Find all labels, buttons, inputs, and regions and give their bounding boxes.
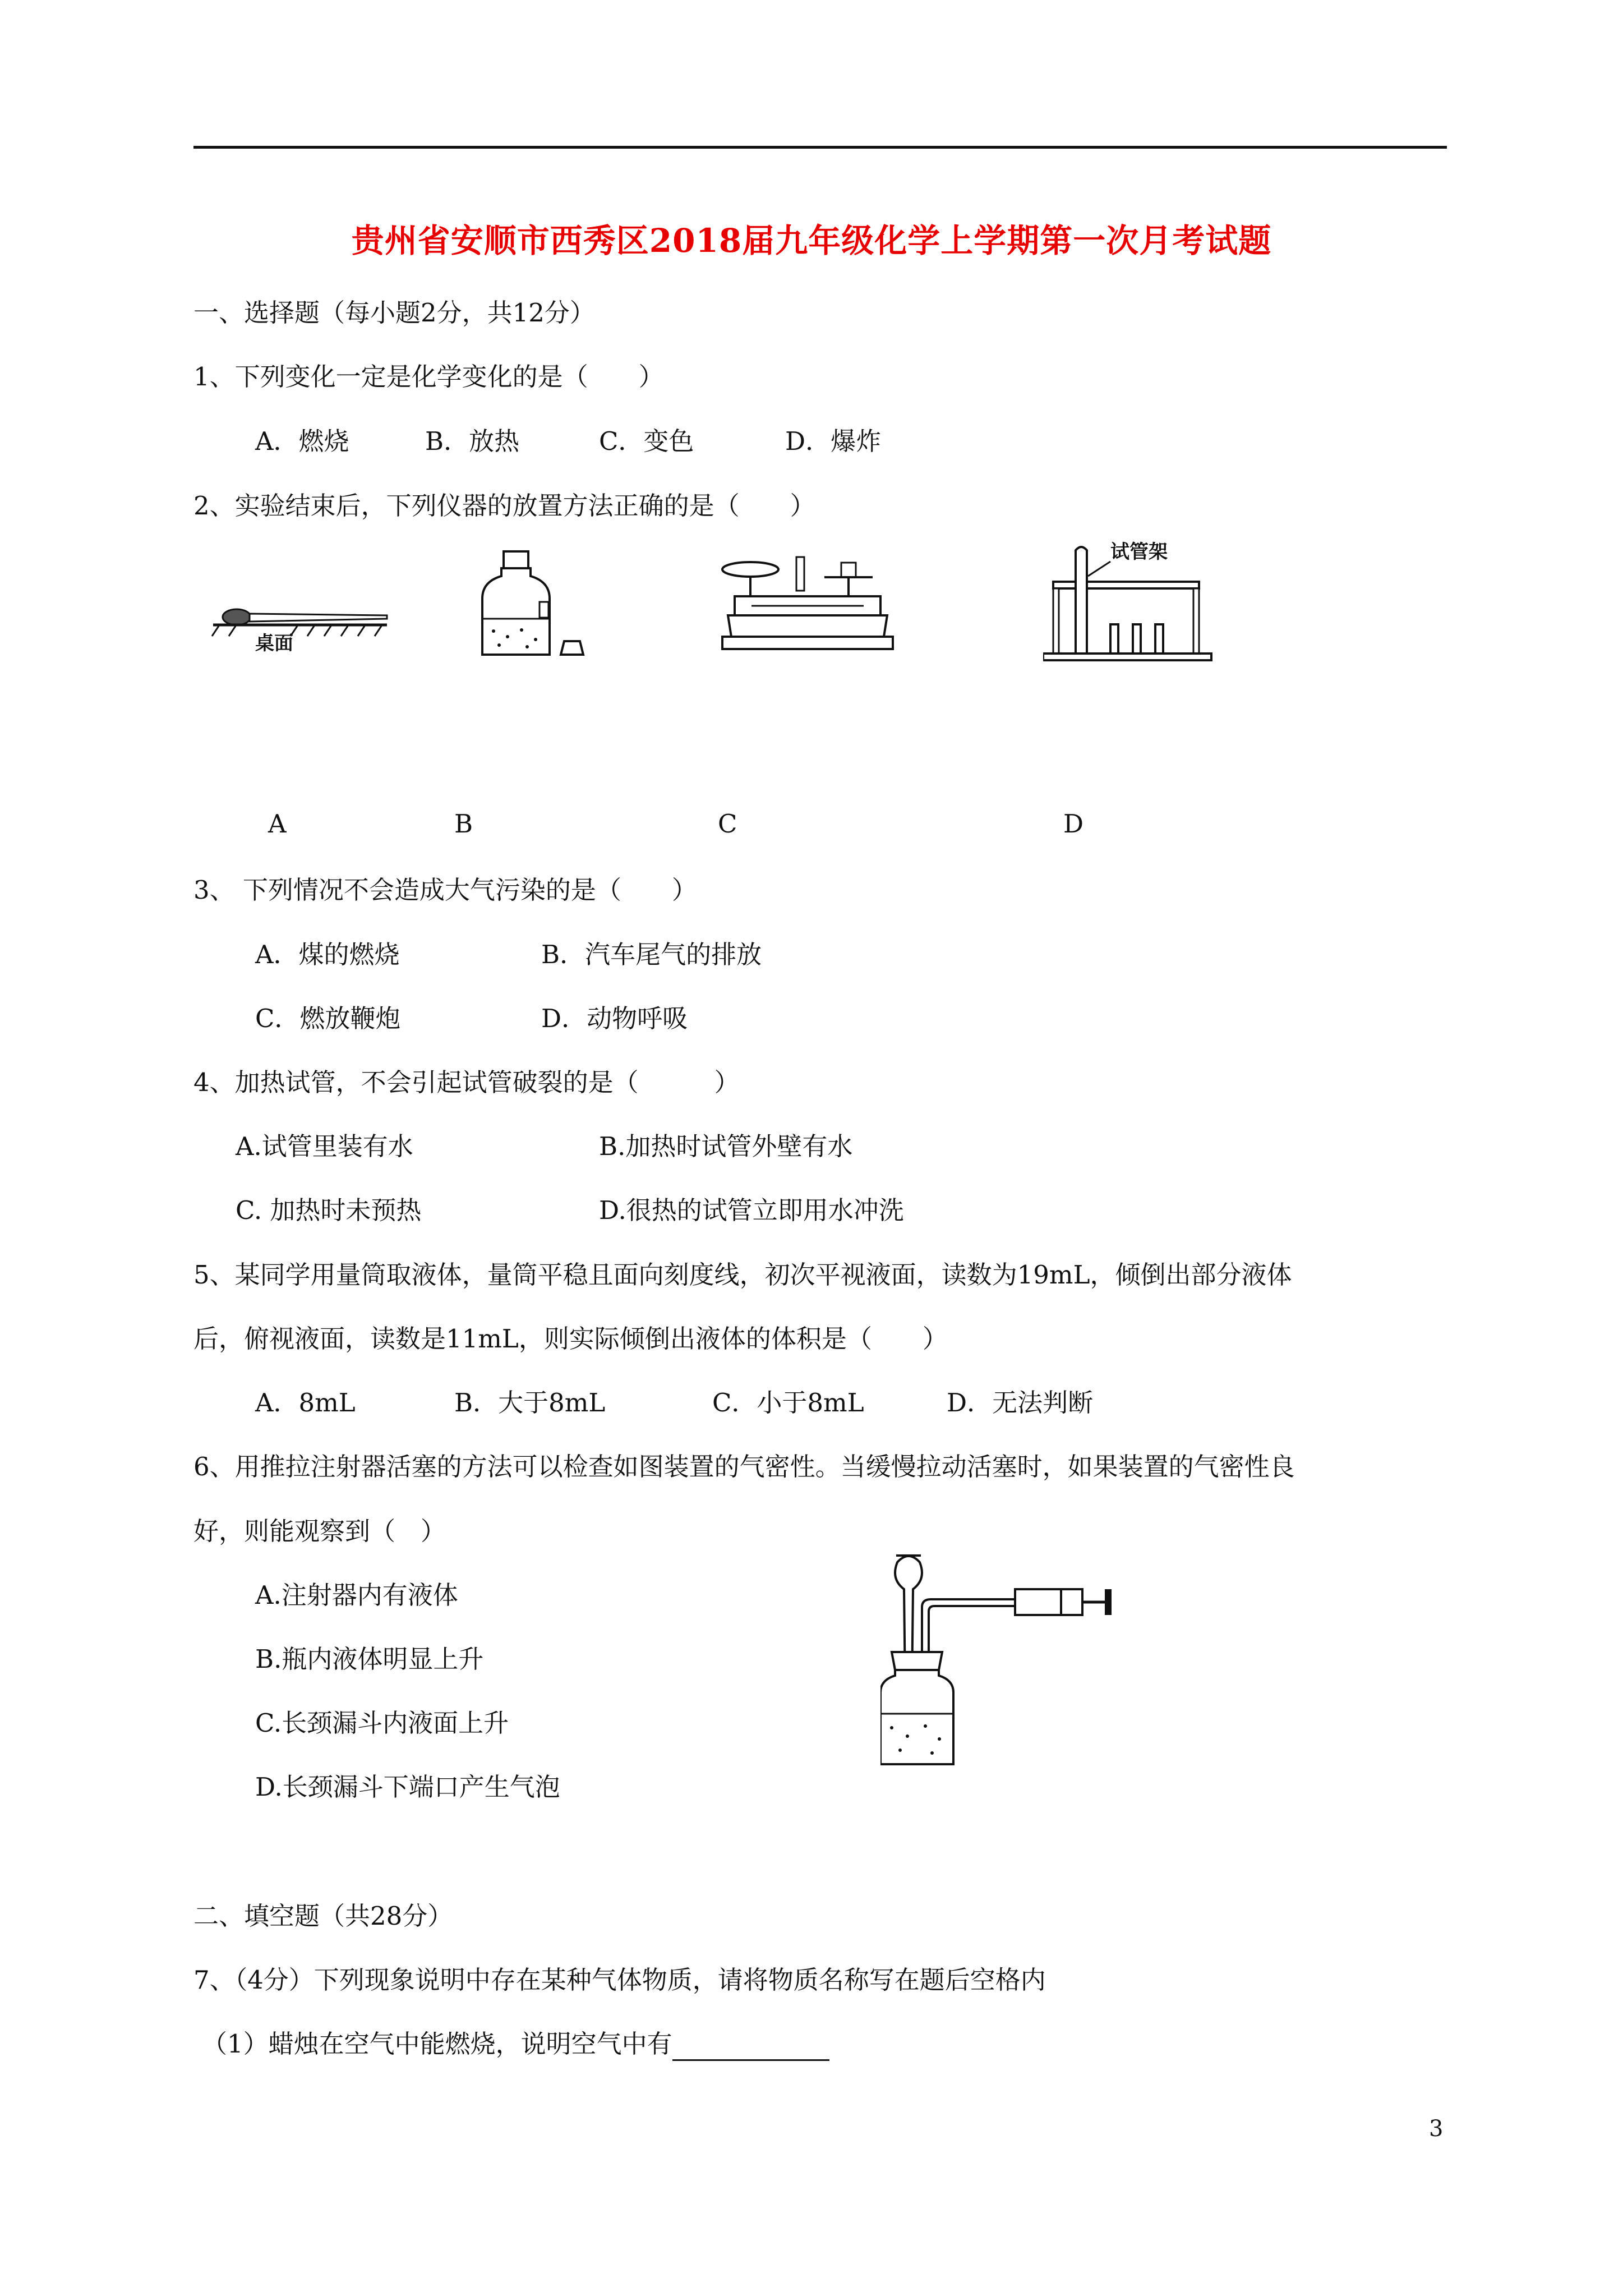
q5-option-c: C．小于8mL (712, 1388, 864, 1418)
q6-option-c: C.长颈漏斗内液面上升 (255, 1708, 509, 1738)
q5-option-d: D．无法判断 (947, 1388, 1094, 1418)
question-3-stem: 3、 下列情况不会造成大气污染的是（ ） (193, 875, 697, 905)
q5-option-a: A．8mL (255, 1388, 356, 1418)
figure-test-tube-rack (1043, 541, 1234, 687)
q7-part-1-text: （1）蜡烛在空气中能燃烧，说明空气中有 (202, 2029, 672, 2059)
q4-option-b: B.加热时试管外壁有水 (599, 1131, 853, 1161)
question-5-stem-line2: 后，俯视液面，读数是11mL，则实际倾倒出液体的体积是（ ） (193, 1324, 948, 1354)
question-5-stem-line1: 5、某同学用量筒取液体，量筒平稳且面向刻度线，初次平视液面，读数为19mL，倾倒出部分液体 (193, 1260, 1292, 1290)
figure-dropper-on-desk (202, 589, 393, 684)
q3-option-d: D．动物呼吸 (541, 1004, 688, 1033)
q6-option-a: A.注射器内有液体 (255, 1580, 458, 1610)
figure-label-b: B (454, 809, 473, 839)
figure-reagent-bottle (477, 547, 600, 665)
q4-option-a: A.试管里装有水 (236, 1131, 413, 1161)
desk-label: 桌面 (255, 632, 293, 655)
question-7-stem: 7、（4分）下列现象说明中存在某种气体物质，请将物质名称写在题后空格内 (193, 1965, 1046, 1995)
q3-option-c: C．燃放鞭炮 (255, 1004, 401, 1033)
question-2-stem: 2、实验结束后，下列仪器的放置方法正确的是（ ） (193, 491, 815, 521)
figure-syringe-apparatus (880, 1545, 1133, 1770)
question-7-part-1 (202, 2027, 829, 2061)
page-number: 3 (1429, 2116, 1444, 2142)
figure-balance (718, 553, 897, 665)
q1-option-a: A．燃烧 (255, 426, 349, 456)
rack-label: 试管架 (1110, 541, 1168, 563)
q3-option-b: B．汽车尾气的排放 (541, 940, 762, 969)
q4-option-d: D.很热的试管立即用水冲洗 (599, 1195, 904, 1225)
question-6-stem-line1: 6、用推拉注射器活塞的方法可以检查如图装置的气密性。当缓慢拉动活塞时，如果装置的气密性良 (193, 1452, 1295, 1481)
q4-option-c: C. 加热时未预热 (236, 1195, 422, 1225)
answer-blank[interactable] (672, 2032, 829, 2061)
header-rule (193, 146, 1447, 149)
q6-option-d: D.长颈漏斗下端口产生气泡 (255, 1772, 560, 1802)
figure-label-c: C (718, 809, 737, 839)
q1-option-c: C．变色 (599, 426, 694, 456)
q1-option-d: D．爆炸 (785, 426, 882, 456)
q5-option-b: B．大于8mL (454, 1388, 606, 1418)
q6-option-b: B.瓶内液体明显上升 (255, 1644, 484, 1674)
figure-label-a: A (268, 809, 287, 839)
question-1-stem: 1、下列变化一定是化学变化的是（ ） (193, 362, 664, 392)
figure-label-d: D (1063, 809, 1084, 839)
q3-option-a: A．煤的燃烧 (255, 940, 400, 969)
question-4-stem: 4、加热试管，不会引起试管破裂的是（ ） (193, 1068, 740, 1097)
q1-option-b: B．放热 (425, 426, 520, 456)
section-heading-choice: 一、选择题（每小题2分，共12分） (193, 298, 595, 328)
section-heading-fill: 二、填空题（共28分） (193, 1901, 453, 1931)
page-title: 贵州省安顺市西秀区2018届九年级化学上学期第一次月考试题 (351, 222, 1272, 260)
question-6-stem-line2: 好，则能观察到（ ） (193, 1516, 446, 1546)
